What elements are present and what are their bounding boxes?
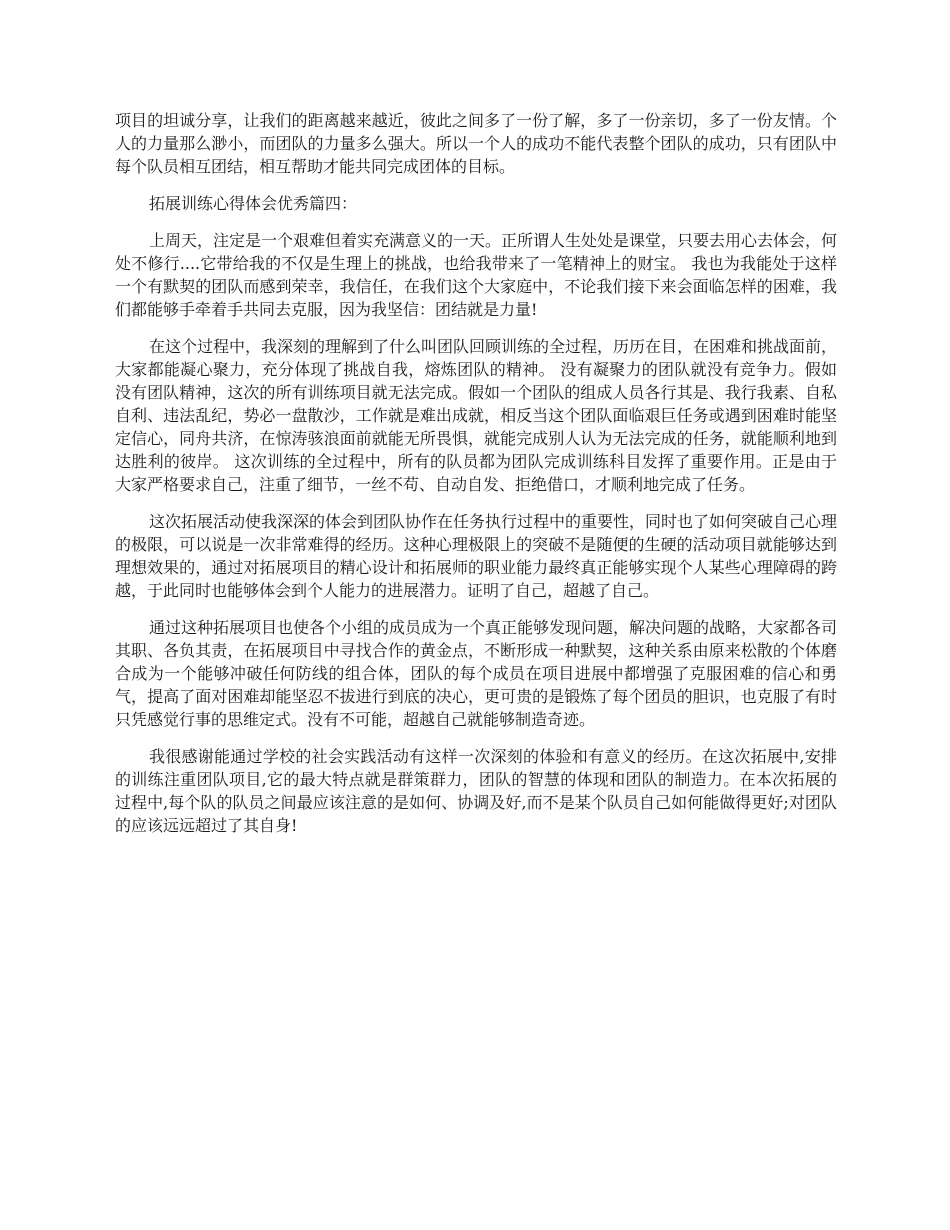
section-heading: 拓展训练心得体会优秀篇四： [149, 194, 358, 213]
paragraph-continuation: 项目的坦诚分享，让我们的距离越来越近，彼此之间多了一份了解，多了一份亲切，多了一份友情。个人的力量那么渺小，而团队的力量多么强大。所以一个人的成功不能代表整个团队的成功，只有团队中每个队员相互团结，相互帮助才能共同完成团体的目标。 [115, 111, 837, 176]
paragraph-5: 我很感谢能通过学校的社会实践活动有这样一次深刻的体验和有意义的经历。在这次拓展中,安排的训练注重团队项目,它的最大特点就是群策群力，团队的智慧的体现和团队的制造力。在本次拓展的过程中,每个队的队员之间最应该注意的是如何、协调及好,而不是某个队员自己如何能做得更好;对团队的应该远远超过了其自身! [115, 747, 837, 835]
paragraph-4: 通过这种拓展项目也使各个小组的成员成为一个真正能够发现问题，解决问题的战略，大家都各司其职、各负其责，在拓展项目中寻找合作的黄金点，不断形成一种默契，这种关系由原来松散的个体磨合成为一个能够冲破任何防线的组合体，团队的每个成员在项目进展中都增强了克服困难的信心和勇气，提高了面对困难却能坚忍不拔进行到底的决心，更可贵的是锻炼了每个团员的胆识，也克服了有时只凭感觉行事的思维定式。没有不可能，超越自己就能够制造奇迹。 [115, 618, 838, 729]
paragraph-1: 上周天，注定是一个艰难但着实充满意义的一天。正所谓人生处处是课堂，只要去用心去体会，何处不修行....它带给我的不仅是生理上的挑战，也给我带来了一笔精神上的财宝。 我也为我能处于这样一个有默契的团队而感到荣幸，我信任，在我们这个大家庭中，不论我们接下来会面临怎样的困难，我们都能够手牵着手共同去克服，因为我坚信：团结就是力量! [115, 231, 838, 319]
document-body [115, 109, 837, 851]
paragraph-3: 这次拓展活动使我深深的体会到团队协作在任务执行过程中的重要性，同时也了如何突破自己心理的极限，可以说是一次非常难得的经历。这种心理极限上的突破不是随便的生硬的活动项目就能够达到理想效果的，通过对拓展项目的精心设计和拓展师的职业能力最终真正能够实现个人某些心理障碍的跨越，于此同时也能够体会到个人能力的进展潜力。证明了自己，超越了自己。 [115, 512, 838, 600]
paragraph-2: 在这个过程中，我深刻的理解到了什么叫团队回顾训练的全过程，历历在目，在困难和挑战面前，大家都能凝心聚力，充分体现了挑战自我，熔炼团队的精神。 没有凝聚力的团队就没有竞争力。假如没有团队精神，这次的所有训练项目就无法完成。假如一个团队的组成人员各行其是、我行我素、自私自利、违法乱纪，势必一盘散沙，工作就是难出成就，相反当这个团队面临艰巨任务或遇到困难时能坚定信心，同舟共济，在惊涛骇浪面前就能无所畏惧，就能完成别人认为无法完成的任务，就能顺利地到达胜利的彼岸。 这次训练的全过程中，所有的队员都为团队完成训练科目发挥了重要作用。正是由于大家严格要求自己，注重了细节，一丝不苟、自动自发、拒绝借口，才顺利地完成了任务。 [115, 337, 838, 494]
